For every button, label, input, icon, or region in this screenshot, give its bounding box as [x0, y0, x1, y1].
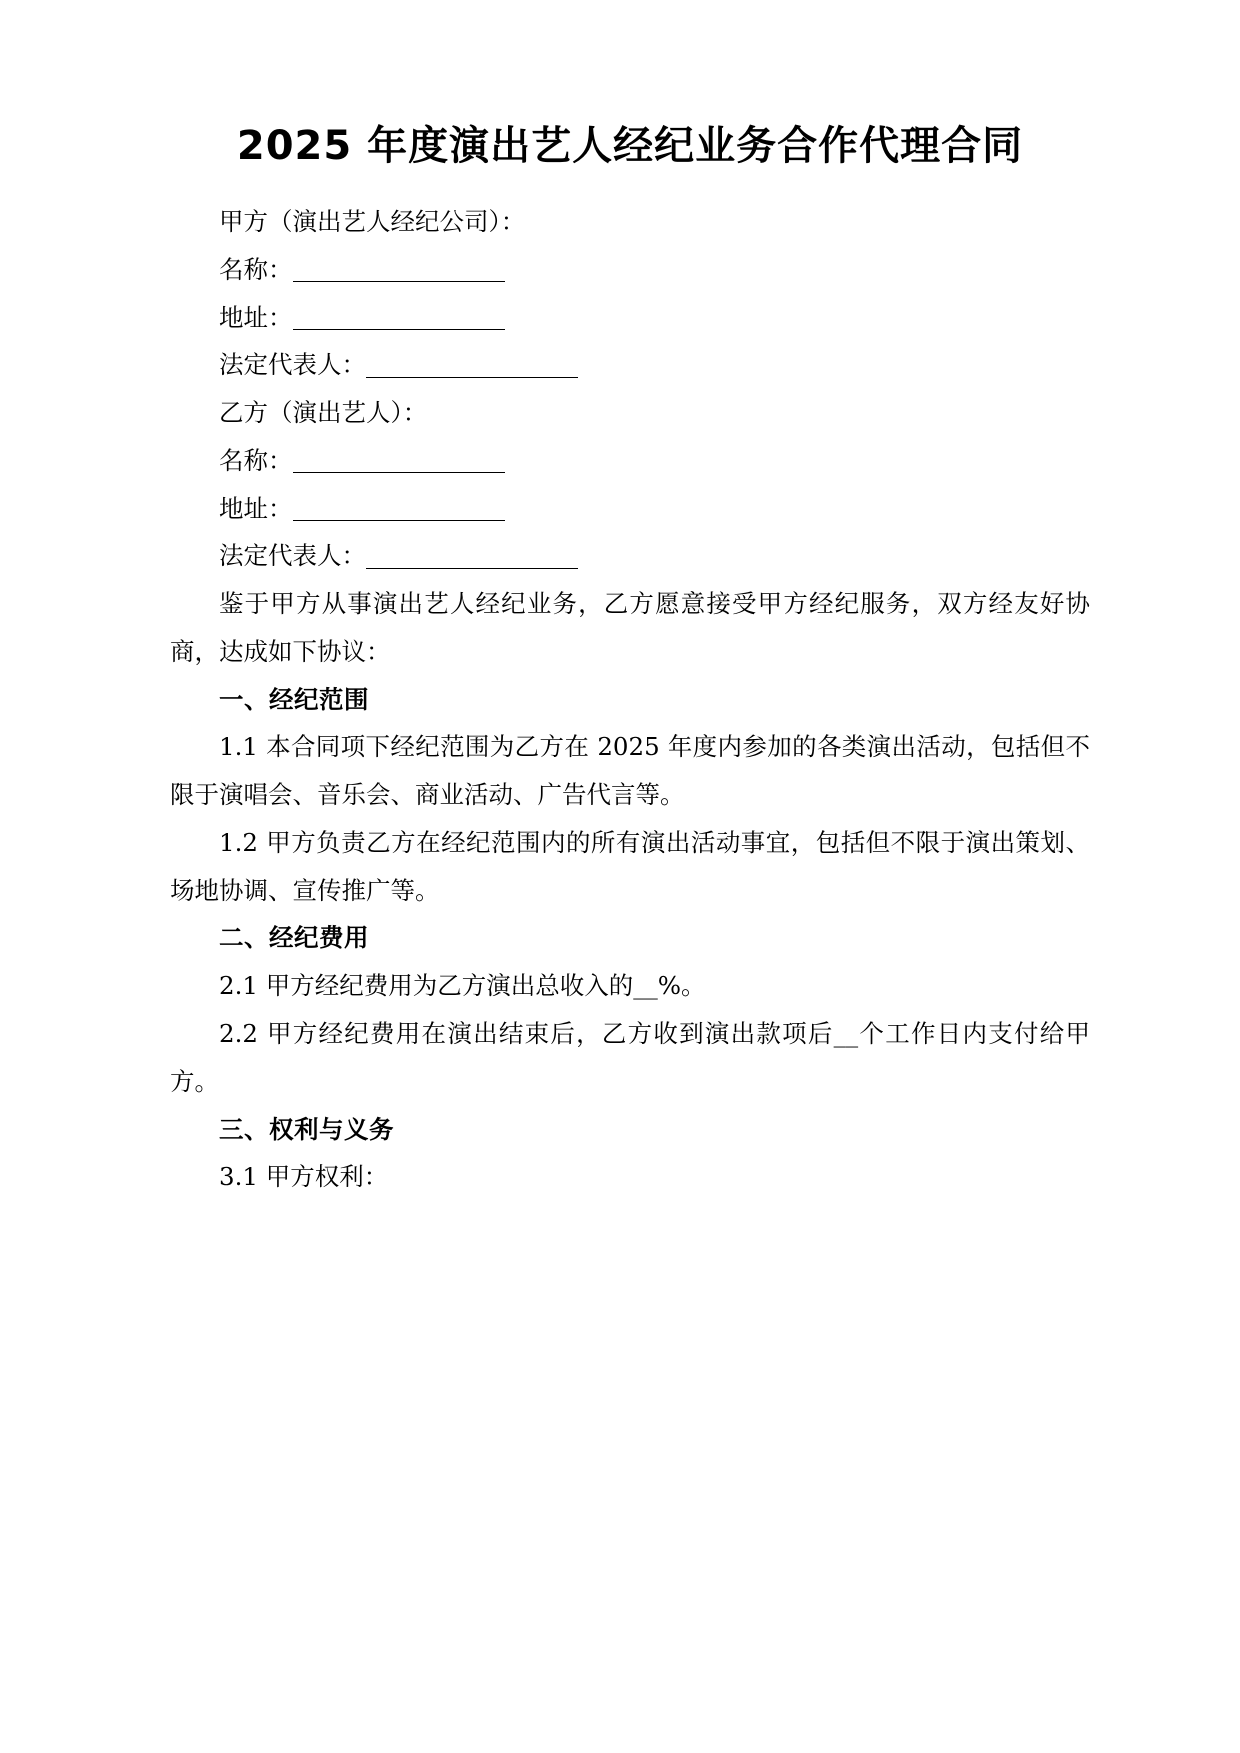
party-b-address-row: [170, 485, 1090, 533]
preamble-paragraph: 鉴于甲方从事演出艺人经纪业务，乙方愿意接受甲方经纪服务，双方经友好协商，达成如下协议：: [170, 589, 1090, 666]
section-heading-3: 三、权利与义务: [219, 1114, 394, 1144]
party-a-address-label: 地址：: [219, 302, 293, 332]
party-a-legal-rep-row: [170, 341, 1090, 389]
party-b-legal-rep-input[interactable]: [366, 542, 578, 569]
party-a-name-input[interactable]: [293, 255, 505, 282]
party-a-address-input[interactable]: [293, 303, 505, 330]
section-heading-2: 二、经纪费用: [219, 923, 369, 953]
party-a-legal-rep-input[interactable]: [366, 351, 578, 378]
party-b-legal-rep-label: 法定代表人：: [219, 541, 366, 571]
party-a-address-row: [170, 294, 1090, 342]
page-title: 2025 年度演出艺人经纪业务合作代理合同: [236, 123, 1024, 169]
section-1-paragraph-1: 1.1 本合同项下经纪范围为乙方在 2025 年度内参加的各类演出活动，包括但不限于演唱会、音乐会、商业活动、广告代言等。: [170, 732, 1090, 810]
party-b-name-row: [170, 437, 1090, 485]
party-b-address-label: 地址：: [219, 493, 293, 523]
party-b-address-input[interactable]: [293, 494, 505, 521]
section-2-paragraph-2: 2.2 甲方经纪费用在演出结束后，乙方收到演出款项后__个工作日内支付给甲方。: [170, 1019, 1090, 1096]
section-1-paragraph-2: 1.2 甲方负责乙方在经纪范围内的所有演出活动事宜，包括但不限于演出策划、场地协调、宣传推广等。: [170, 827, 1090, 905]
party-a-legal-rep-label: 法定代表人：: [219, 350, 366, 380]
party-a-name-label: 名称：: [219, 254, 293, 284]
party-a-name-row: [170, 246, 1090, 294]
section-3-paragraph-1: 3.1 甲方权利：: [219, 1162, 389, 1192]
section-heading-1: 一、经纪范围: [219, 684, 369, 714]
section-2-paragraph-1: 2.1 甲方经纪费用为乙方演出总收入的__%。: [219, 971, 706, 1001]
party-b-name-label: 名称：: [219, 445, 293, 475]
party-b-legal-rep-row: [170, 532, 1090, 580]
party-b-name-input[interactable]: [293, 447, 505, 474]
party-a-heading: 甲方（演出艺人经纪公司）：: [219, 207, 526, 236]
party-b-heading: 乙方（演出艺人）：: [219, 398, 428, 428]
